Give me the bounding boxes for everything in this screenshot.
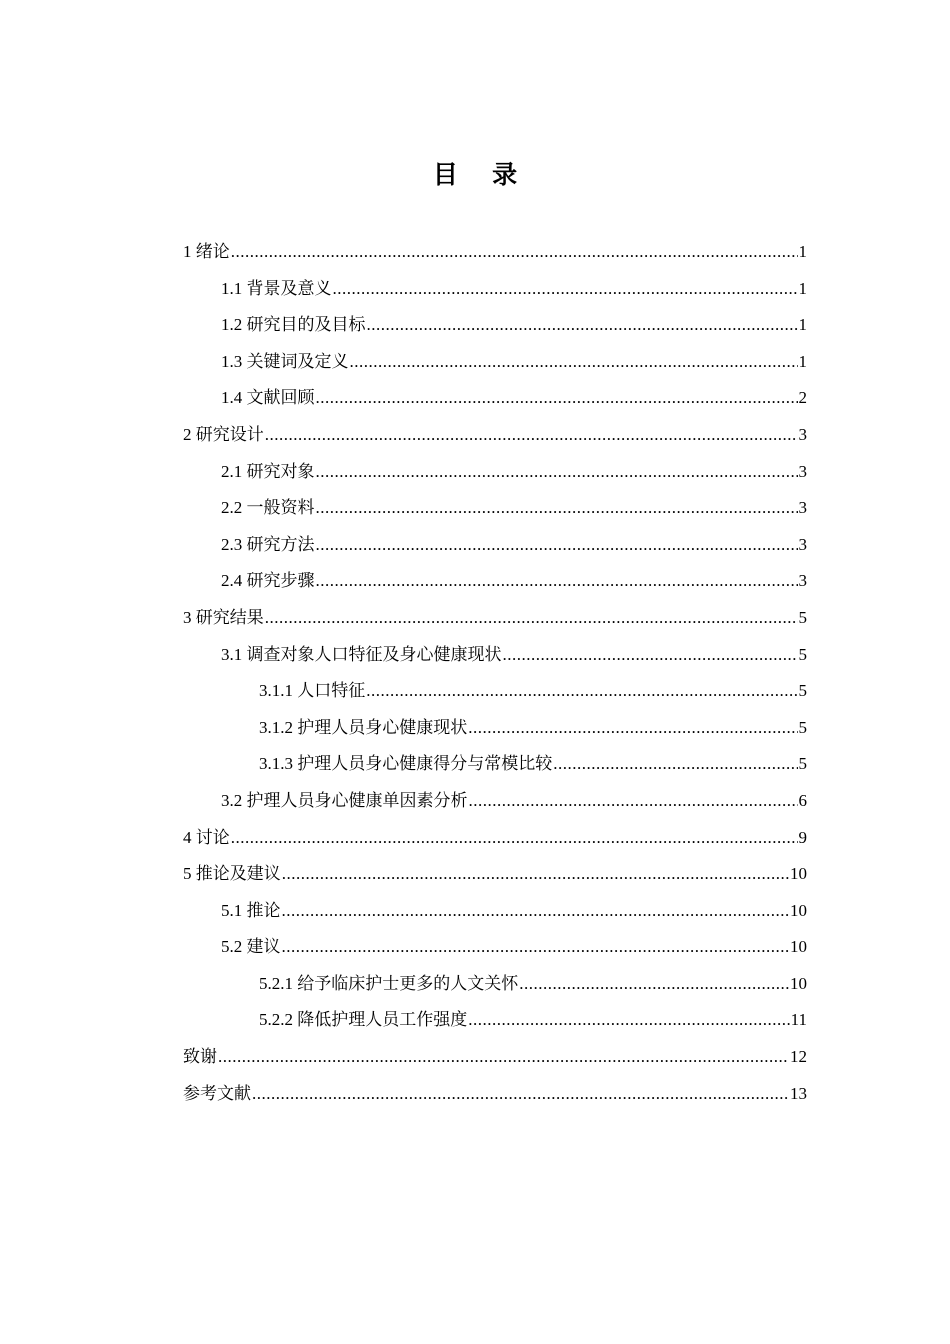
table-of-contents xyxy=(183,234,807,1112)
toc-entry[interactable] xyxy=(183,600,807,637)
toc-dot-leader xyxy=(519,966,789,1003)
toc-entry-title: 3 研究结果 xyxy=(183,607,264,627)
toc-entry-title: 1.2 研究目的及目标 xyxy=(221,315,366,335)
toc-dot-leader xyxy=(350,344,798,381)
toc-dot-leader xyxy=(231,820,798,857)
toc-dot-leader xyxy=(333,271,798,308)
toc-dot-leader xyxy=(282,856,789,893)
toc-page-number: 5 xyxy=(798,681,807,701)
toc-entry-title: 1.4 文献回顾 xyxy=(221,388,315,408)
toc-entry[interactable] xyxy=(183,1039,807,1076)
toc-entry[interactable] xyxy=(183,929,807,966)
toc-entry[interactable] xyxy=(183,1076,807,1113)
toc-entry-title: 3.1 调查对象人口特征及身心健康现状 xyxy=(221,644,502,664)
toc-dot-leader xyxy=(316,563,798,600)
toc-page-number: 3 xyxy=(798,424,807,444)
toc-entry[interactable] xyxy=(183,527,807,564)
toc-entry[interactable] xyxy=(183,271,807,308)
toc-page-number: 3 xyxy=(798,461,807,481)
toc-entry-title: 5.2.1 给予临床护士更多的人文关怀 xyxy=(259,973,519,993)
toc-entry-title: 1.3 关键词及定义 xyxy=(221,351,349,371)
toc-entry[interactable] xyxy=(183,783,807,820)
toc-page-number: 5 xyxy=(798,717,807,737)
toc-page-number: 2 xyxy=(798,388,807,408)
toc-entry-title: 3.1.3 护理人员身心健康得分与常模比较 xyxy=(259,754,553,774)
toc-entry-title: 3.1.1 人口特征 xyxy=(259,681,366,701)
toc-page-number: 1 xyxy=(798,242,807,261)
toc-dot-leader xyxy=(265,417,798,454)
toc-page-number: 1 xyxy=(798,315,807,335)
toc-entry[interactable] xyxy=(183,673,807,710)
toc-dot-leader xyxy=(503,637,798,674)
toc-dot-leader xyxy=(316,380,798,417)
toc-page-number: 5 xyxy=(798,754,807,774)
toc-page-number: 12 xyxy=(790,1047,807,1067)
toc-page-number: 13 xyxy=(790,1083,807,1103)
toc-page-number: 9 xyxy=(798,827,807,847)
toc-entry[interactable] xyxy=(183,380,807,417)
toc-dot-leader xyxy=(316,454,798,491)
toc-dot-leader xyxy=(468,1002,789,1039)
toc-page-number: 6 xyxy=(798,790,807,810)
toc-dot-leader xyxy=(231,234,798,271)
toc-entry-title: 5.2.2 降低护理人员工作强度 xyxy=(259,1010,468,1030)
toc-entry[interactable] xyxy=(183,454,807,491)
toc-page-number: 5 xyxy=(798,644,807,664)
toc-dot-leader xyxy=(367,307,798,344)
toc-dot-leader xyxy=(553,746,797,783)
toc-dot-leader xyxy=(282,929,790,966)
toc-entry[interactable] xyxy=(183,417,807,454)
toc-page-number: 3 xyxy=(798,498,807,518)
toc-entry-title: 1 绪论 xyxy=(183,242,230,261)
toc-entry[interactable] xyxy=(183,966,807,1003)
toc-entry[interactable] xyxy=(183,1002,807,1039)
toc-page-number: 3 xyxy=(798,534,807,554)
toc-entry[interactable] xyxy=(183,637,807,674)
toc-page-number: 10 xyxy=(790,864,807,884)
toc-page-number: 10 xyxy=(790,937,807,957)
toc-entry-title: 2.2 一般资料 xyxy=(221,498,315,518)
toc-entry[interactable] xyxy=(183,893,807,930)
toc-title: 目 录 xyxy=(432,162,532,189)
toc-entry-title: 1.1 背景及意义 xyxy=(221,278,332,298)
toc-entry-title: 4 讨论 xyxy=(183,827,230,847)
toc-entry-title: 2 研究设计 xyxy=(183,424,264,444)
toc-entry-title: 2.3 研究方法 xyxy=(221,534,315,554)
toc-entry[interactable] xyxy=(183,234,807,271)
toc-page-number: 1 xyxy=(798,351,807,371)
toc-page-number: 1 xyxy=(798,278,807,298)
toc-dot-leader xyxy=(316,490,798,527)
toc-entry[interactable] xyxy=(183,746,807,783)
toc-entry[interactable] xyxy=(183,856,807,893)
toc-entry-title: 2.4 研究步骤 xyxy=(221,571,315,591)
toc-dot-leader xyxy=(366,673,797,710)
toc-entry[interactable] xyxy=(183,344,807,381)
toc-dot-leader xyxy=(316,527,798,564)
toc-entry-title: 5.1 推论 xyxy=(221,900,281,920)
toc-dot-leader xyxy=(252,1076,789,1113)
toc-entry[interactable] xyxy=(183,307,807,344)
toc-dot-leader xyxy=(282,893,790,930)
toc-entry-title: 致谢 xyxy=(183,1047,217,1067)
toc-entry[interactable] xyxy=(183,820,807,857)
toc-dot-leader xyxy=(468,710,797,747)
toc-entry-title: 3.1.2 护理人员身心健康现状 xyxy=(259,717,468,737)
toc-page-number: 3 xyxy=(798,571,807,591)
toc-entry-title: 3.2 护理人员身心健康单因素分析 xyxy=(221,790,468,810)
toc-page-number: 11 xyxy=(790,1010,807,1030)
toc-dot-leader xyxy=(469,783,798,820)
toc-dot-leader xyxy=(265,600,798,637)
toc-page-number: 10 xyxy=(790,973,807,993)
toc-page-number: 5 xyxy=(798,607,807,627)
toc-entry[interactable] xyxy=(183,563,807,600)
toc-page-number: 10 xyxy=(790,900,807,920)
toc-dot-leader xyxy=(218,1039,789,1076)
toc-entry[interactable] xyxy=(183,710,807,747)
toc-entry-title: 5.2 建议 xyxy=(221,937,281,957)
toc-entry-title: 2.1 研究对象 xyxy=(221,461,315,481)
toc-entry-title: 参考文献 xyxy=(183,1083,251,1103)
toc-entry[interactable] xyxy=(183,490,807,527)
toc-entry-title: 5 推论及建议 xyxy=(183,864,281,884)
